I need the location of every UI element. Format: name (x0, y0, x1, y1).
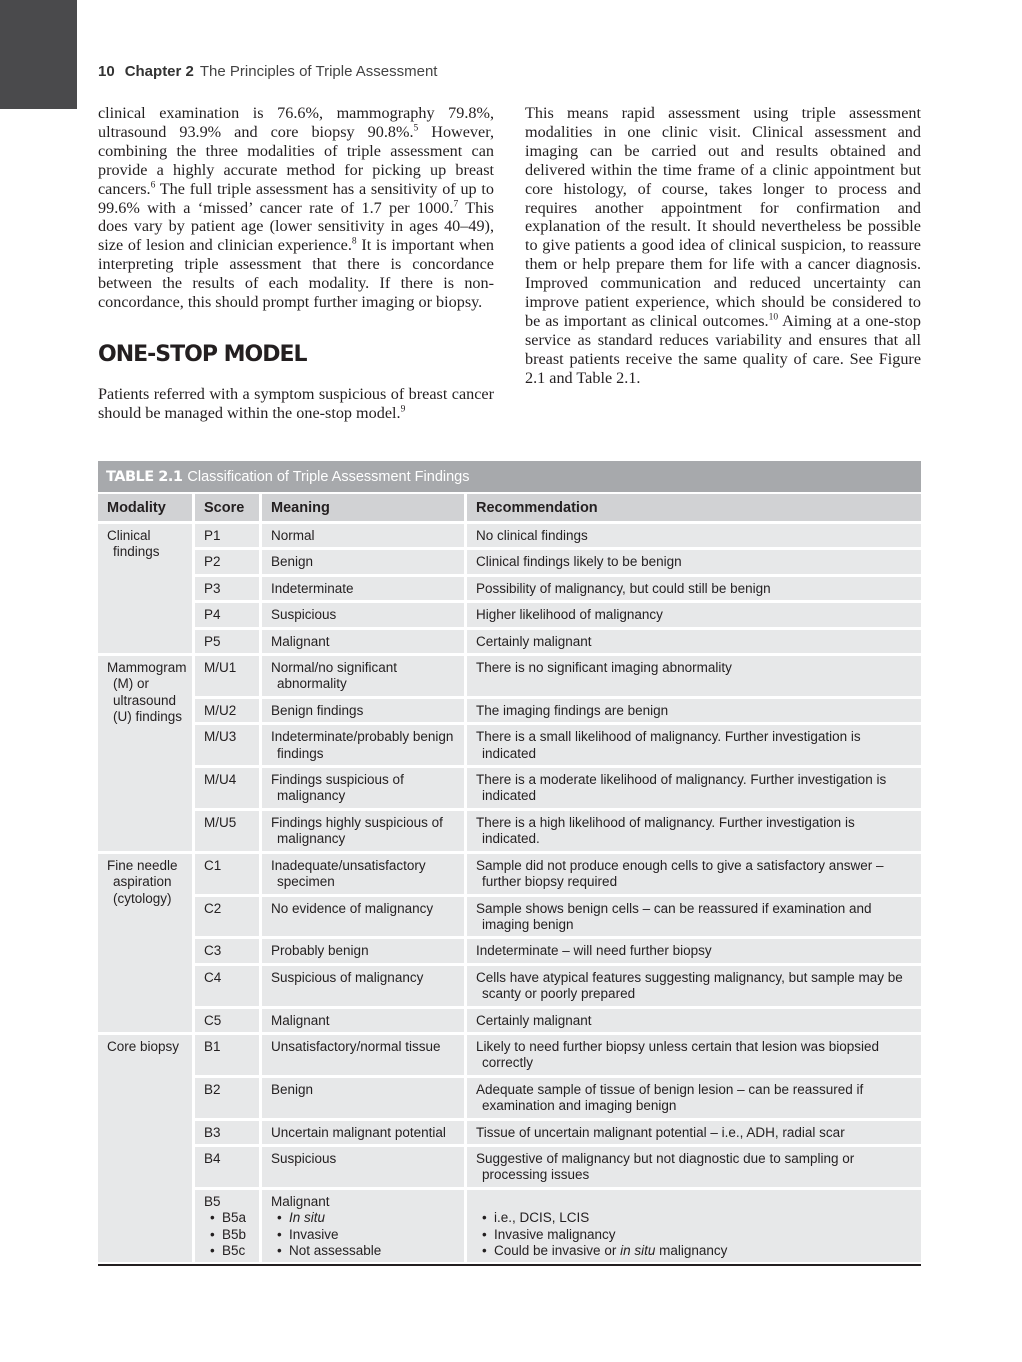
modality-label: Fine needle aspiration (cytology) (107, 857, 178, 906)
meaning-cell: Indeterminate (262, 577, 467, 600)
meaning-cell: Malignant (262, 630, 467, 653)
score-cell: P4 (195, 603, 262, 626)
classification-table (98, 491, 921, 1265)
sub-score-item: • B5c (204, 1243, 250, 1259)
meaning-cell (262, 1190, 467, 1263)
meaning-cell: Benign findings (262, 699, 467, 722)
score-cell: M/U4 (195, 768, 262, 808)
text-run: Aiming at a one-stop service as standard reduces variability and ensures that all breast patients receive the same quality of care. See Figure 2.1 and Table 2.1. (525, 311, 921, 387)
score-cell: B2 (195, 1078, 262, 1118)
text-run: However, combining the three modalities of triple assessment can provide a highly accurate method for picking up breast cancers. (98, 122, 494, 198)
column-header: Modality (98, 494, 195, 521)
meaning-cell: Benign (262, 550, 467, 573)
table-row (98, 897, 921, 937)
meaning-cell: Normal (262, 524, 467, 547)
recommendation-cell: Indeterminate – will need further biopsy (467, 939, 921, 962)
section-heading: ONE-STOP MODEL (98, 341, 307, 367)
meaning-label: Malignant (271, 1193, 330, 1209)
meaning-bullet-item (271, 1210, 455, 1226)
score-cell: M/U1 (195, 656, 262, 696)
table-row (98, 524, 921, 547)
modality-cell (98, 854, 195, 1032)
table-row (98, 656, 921, 696)
table-row (98, 1009, 921, 1032)
table-row (98, 577, 921, 600)
table-row (98, 1147, 921, 1187)
sub-score-item: • B5a (204, 1210, 250, 1226)
meaning-cell: Probably benign (262, 939, 467, 962)
table-row (98, 725, 921, 765)
meaning-bullet-item (271, 1227, 455, 1243)
meaning-cell: Benign (262, 1078, 467, 1118)
score-cell: B4 (195, 1147, 262, 1187)
chapter-title: The Principles of Triple Assessment (199, 63, 438, 80)
recommendation-cell: Suggestive of malignancy but not diagnostic due to sampling or processing issues (467, 1147, 921, 1187)
recommendation-cell: There is a small likelihood of malignancy. Further investigation is indicated (467, 725, 921, 765)
text-run: Patients referred with a symptom suspicious of breast cancer should be managed within the one-stop model. (98, 384, 494, 422)
recommendation-cell: Sample did not produce enough cells to give a satisfactory answer – further biopsy required (467, 854, 921, 894)
table-row (98, 854, 921, 894)
score-cell: P5 (195, 630, 262, 653)
recommendation-bullet-item (476, 1243, 912, 1259)
meaning-bullet-item (271, 1243, 455, 1259)
text-run: i.e., DCIS, LCIS (494, 1210, 590, 1226)
right-text-column (525, 104, 921, 388)
sub-score-item: • B5b (204, 1227, 250, 1243)
score-cell: M/U2 (195, 699, 262, 722)
modality-label: Core biopsy (107, 1038, 180, 1054)
meaning-cell: Uncertain malignant potential (262, 1121, 467, 1144)
meaning-cell: Unsatisfactory/normal tissue (262, 1035, 467, 1075)
paragraph (98, 104, 494, 312)
score-cell: P1 (195, 524, 262, 547)
table-row (98, 1078, 921, 1118)
recommendation-cell: Possibility of malignancy, but could still be benign (467, 577, 921, 600)
meaning-cell: Suspicious (262, 1147, 467, 1187)
table-caption (98, 461, 921, 492)
column-header: Recommendation (467, 494, 921, 521)
page-corner-tab (0, 0, 77, 109)
score-cell: C1 (195, 854, 262, 894)
reference-superscript: 8 (351, 236, 357, 247)
text-run: This does vary by patient age (lower sensitivity in ages 40–49), size of lesion and clinician experience. (98, 198, 494, 255)
table-row (98, 1035, 921, 1075)
score-cell: C4 (195, 966, 262, 1006)
text-run: This means rapid assessment using triple assessment modalities in one clinic visit. Clinical assessment and imaging can be carried out and results obtained and delivered within the time frame of a clinic appointment but core histology, of course, takes longer to process and requires another appointment for confirmation and explanation of the result. It should nevertheless be possible to give patients a good idea of clinical suspicion, to reassure them or help prepare them for life with a cancer diagnosis. Improved communication and reduced uncertainty can improve patient experience, which should be considered to be as important as clinical outcomes. (525, 104, 921, 330)
recommendation-cell: Certainly malignant (467, 630, 921, 653)
meaning-cell: Indeterminate/probably benign findings (262, 725, 467, 765)
meaning-cell: Malignant (262, 1009, 467, 1032)
recommendation-cell: Likely to need further biopsy unless certain that lesion was biopsied correctly (467, 1035, 921, 1075)
meaning-cell: Findings highly suspicious of malignancy (262, 811, 467, 851)
recommendation-cell: Tissue of uncertain malignant potential – i.e., ADH, radial scar (467, 1121, 921, 1144)
score-cell: P2 (195, 550, 262, 573)
recommendation-cell: Higher likelihood of malignancy (467, 603, 921, 626)
recommendation-cell: Sample shows benign cells – can be reassured if examination and imaging benign (467, 897, 921, 937)
recommendation-bullet-item (476, 1210, 912, 1226)
reference-superscript: 5 (413, 123, 419, 134)
modality-label: Mammogram (M) or ultrasound (U) findings (107, 660, 187, 725)
running-header (98, 63, 437, 80)
table-row (98, 550, 921, 573)
table-header-row (98, 494, 921, 521)
score-cell: P3 (195, 577, 262, 600)
table-row (98, 1121, 921, 1144)
text-run: Invasive (289, 1226, 339, 1242)
text-run: Could be invasive or (494, 1243, 621, 1258)
recommendation-cell: The imaging findings are benign (467, 699, 921, 722)
text-run: In situ (289, 1210, 326, 1226)
score-label: B5 (204, 1193, 221, 1209)
table-label: TABLE 2.1 (106, 469, 183, 485)
recommendation-cell: Adequate sample of tissue of benign lesion – can be reassured if examination and imaging benign (467, 1078, 921, 1118)
recommendation-bullet-item (476, 1227, 912, 1243)
score-cell: C2 (195, 897, 262, 937)
modality-cell (98, 656, 195, 851)
table-row (98, 603, 921, 626)
table-row (98, 1190, 921, 1263)
table-row (98, 939, 921, 962)
text-run: Invasive malignancy (494, 1226, 616, 1242)
table-bottom-rule (98, 1264, 921, 1266)
table-title: Classification of Triple Assessment Findings (187, 469, 470, 485)
table-row (98, 699, 921, 722)
recommendation-cell: There is a high likelihood of malignancy. Further investigation is indicated. (467, 811, 921, 851)
meaning-cell: Suspicious of malignancy (262, 966, 467, 1006)
table-row (98, 966, 921, 1006)
meaning-cell: Normal/no significant abnormality (262, 656, 467, 696)
score-cell: M/U5 (195, 811, 262, 851)
score-cell: C3 (195, 939, 262, 962)
paragraph (525, 104, 921, 388)
score-cell (195, 1190, 262, 1263)
text-run: The full triple assessment has a sensitivity of up to 99.6% with a ‘missed’ cancer rate of 1.7 per 1000. (98, 179, 494, 217)
reference-superscript: 10 (768, 312, 779, 323)
meaning-cell: No evidence of malignancy (262, 897, 467, 937)
table-row (98, 811, 921, 851)
chapter-label: Chapter 2 (124, 63, 194, 80)
table-2-1 (98, 461, 921, 1266)
meaning-cell: Inadequate/unsatisfactory specimen (262, 854, 467, 894)
blank-line (476, 1194, 912, 1210)
score-cell: B3 (195, 1121, 262, 1144)
reference-superscript: 9 (400, 404, 406, 415)
modality-label: Clinical findings (107, 528, 160, 560)
score-cell: M/U3 (195, 725, 262, 765)
reference-superscript: 6 (150, 180, 156, 191)
recommendation-cell: Certainly malignant (467, 1009, 921, 1032)
recommendation-cell: No clinical findings (467, 524, 921, 547)
table-row (98, 768, 921, 808)
reference-superscript: 7 (453, 199, 459, 210)
modality-cell (98, 524, 195, 653)
recommendation-cell: There is no significant imaging abnormality (467, 656, 921, 696)
modality-cell (98, 1035, 195, 1262)
column-header: Score (195, 494, 262, 521)
recommendation-cell (467, 1190, 921, 1263)
table-row (98, 630, 921, 653)
meaning-cell: Suspicious (262, 603, 467, 626)
meaning-cell: Findings suspicious of malignancy (262, 768, 467, 808)
recommendation-cell: Clinical findings likely to be benign (467, 550, 921, 573)
table-body (98, 524, 921, 1262)
text-run: It is important when interpreting triple assessment that there is concordance between the results of each modality. If there is non-concordance, this should prompt further imaging or biopsy. (98, 236, 495, 312)
text-run: malignancy (655, 1243, 728, 1258)
score-cell: B1 (195, 1035, 262, 1075)
paragraph (98, 385, 494, 423)
left-text-column (98, 104, 494, 423)
score-cell: C5 (195, 1009, 262, 1032)
recommendation-cell: Cells have atypical features suggesting malignancy, but sample may be scanty or poorly prepared (467, 966, 921, 1006)
column-header: Meaning (262, 494, 467, 521)
text-run: Not assessable (289, 1243, 382, 1258)
recommendation-cell: There is a moderate likelihood of malignancy. Further investigation is indicated (467, 768, 921, 808)
text-run: in situ (620, 1243, 656, 1258)
page-number: 10 (98, 63, 115, 80)
text-run: clinical examination is 76.6%, mammography 79.8%, ultrasound 93.9% and core biopsy 90.8%. (98, 104, 494, 141)
